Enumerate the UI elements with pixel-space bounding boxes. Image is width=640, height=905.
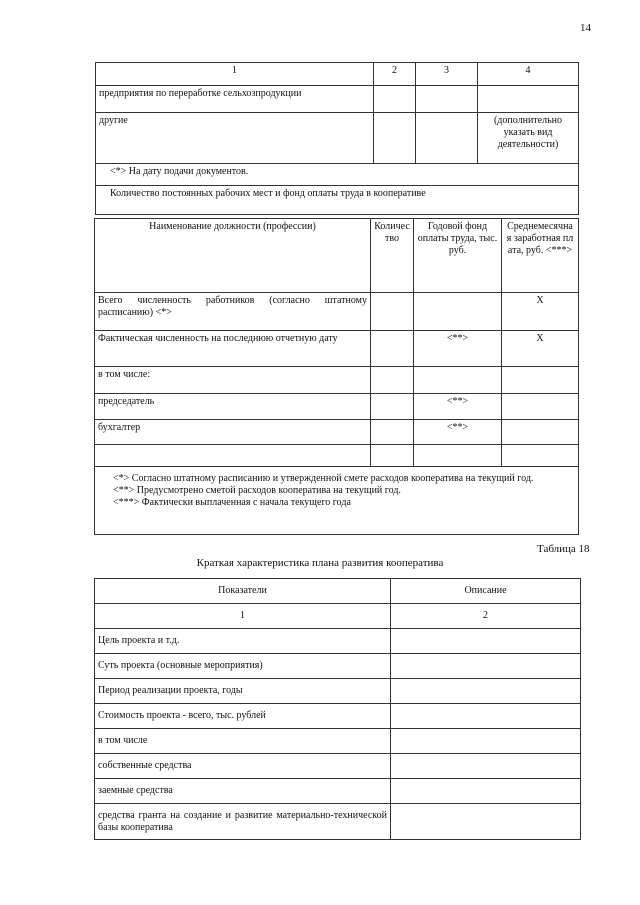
section-title: Количество постоянных рабочих мест и фонд оплаты труда в кооперативе (96, 186, 579, 215)
staff-notes (95, 467, 579, 535)
indicator-row: в том числе (95, 729, 391, 754)
staff-row-label: председатель (95, 394, 371, 420)
salary-cell: X (502, 331, 579, 367)
header-count: Количество (371, 219, 414, 293)
salary-cell: X (502, 293, 579, 331)
fund-cell: <**> (414, 331, 502, 367)
fund-cell: <**> (414, 420, 502, 445)
row-note (478, 86, 579, 113)
staff-row-label: в том числе: (95, 367, 371, 394)
col-header-3: 3 (416, 63, 478, 86)
footnote-date: <*> На дату подачи документов. (96, 164, 579, 186)
staff-row-label: Фактическая численность на последнюю отчетную дату (95, 331, 371, 367)
note-3: <***> Фактически выплаченная с начала текущего года (113, 497, 351, 508)
staff-table (94, 218, 579, 535)
fund-cell: <**> (414, 394, 502, 420)
header-salary: Среднемесячная заработная плата, руб. <***> (502, 219, 579, 293)
col-header-2: 2 (374, 63, 416, 86)
col-header-1: 1 (96, 63, 374, 86)
indicator-row: Период реализации проекта, годы (95, 679, 391, 704)
staff-row-label: Всего численность работников (согласно штатному расписанию) <*> (95, 293, 371, 331)
header-description: Описание (391, 579, 581, 604)
activity-table (95, 62, 579, 215)
note-1: <*> Согласно штатному расписанию и утвержденной смете расходов кооператива на текущий год. (113, 473, 534, 484)
indicator-row: средства гранта на создание и развитие материально-технической базы кооператива (95, 804, 391, 840)
row-label: другие (96, 113, 374, 164)
development-plan-table: Показатели Описание 1 2 Цель проекта и т.д. Суть проекта (основные мероприятия) Период реализации проекта, годы Стоимость проекта - всего, тыс. рублей в том числе собственные средства заемные средства средства гранта на создание и развитие материально-технической базы кооператива (94, 578, 581, 840)
header-fund: Годовой фонд оплаты труда, тыс. руб. (414, 219, 502, 293)
indicator-row: Стоимость проекта - всего, тыс. рублей (95, 704, 391, 729)
note-2: <**> Предусмотрено сметой расходов кооператива на текущий год. (113, 485, 401, 496)
page-number: 14 (580, 22, 591, 34)
table-title: Краткая характеристика плана развития кооператива (196, 557, 444, 569)
indicator-row: заемные средства (95, 779, 391, 804)
indicator-row: Цель проекта и т.д. (95, 629, 391, 654)
header-position: Наименование должности (профессии) (95, 219, 371, 293)
indicator-row: собственные средства (95, 754, 391, 779)
row-note: (дополнительно указать вид деятельности) (478, 113, 579, 164)
table-label: Таблица 18 (537, 543, 590, 555)
staff-row-label: бухгалтер (95, 420, 371, 445)
indicator-row: Суть проекта (основные мероприятия) (95, 654, 391, 679)
col-header-4: 4 (478, 63, 579, 86)
row-label: предприятия по переработке сельхозпродукции (96, 86, 374, 113)
header-indicators: Показатели (95, 579, 391, 604)
